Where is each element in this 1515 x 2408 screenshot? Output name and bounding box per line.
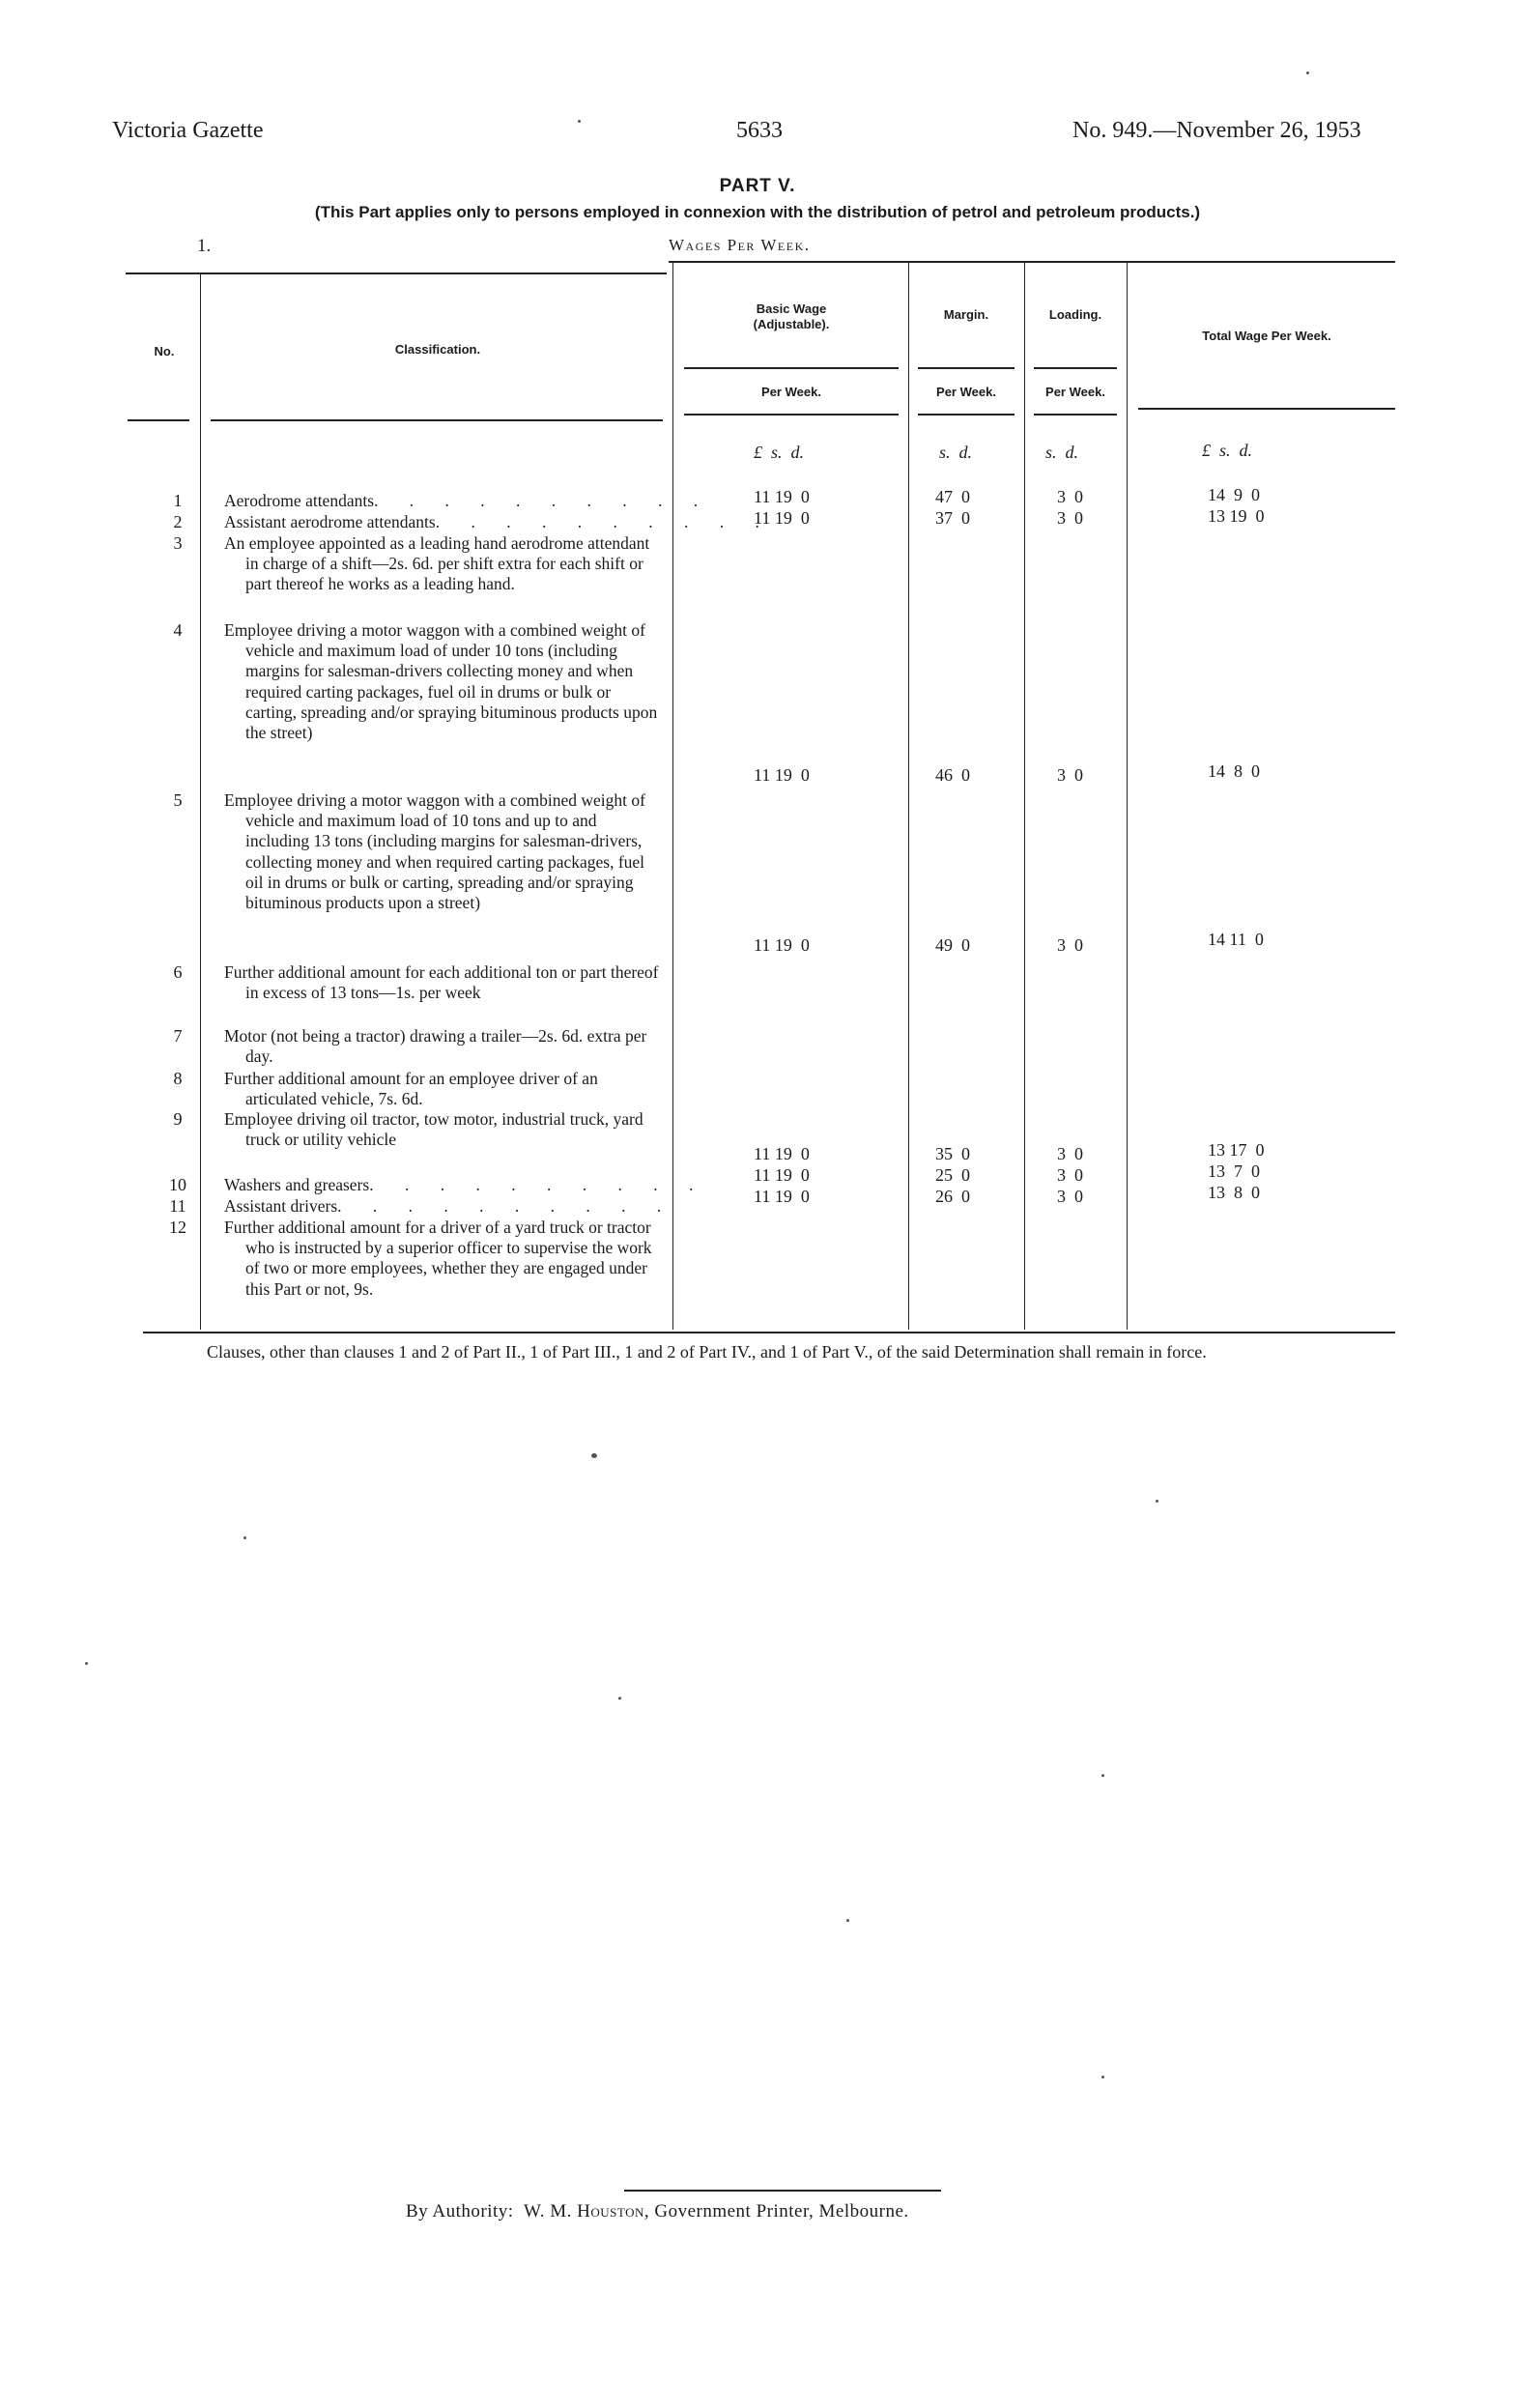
header-rule-loading xyxy=(1034,367,1117,369)
margin-value: 35 0 xyxy=(935,1144,970,1163)
page-number: 5633 xyxy=(736,118,783,143)
classification-text: An employee appointed as a leading hand aerodrome attendant in charge of a shift—2s. 6d. per shift extra for each shift or part thereof he works as a leading hand. xyxy=(224,533,650,594)
loading-value: 3 0 xyxy=(1057,487,1083,506)
printer-location: Government Printer, Melbourne. xyxy=(654,2201,909,2222)
loading-value: 3 0 xyxy=(1057,935,1083,955)
authority-rule xyxy=(624,2190,941,2192)
basic-wage-value: 11 19 0 xyxy=(754,508,810,528)
classification-text: Assistant drivers xyxy=(224,1196,338,1216)
loading-value: 3 0 xyxy=(1057,1165,1083,1185)
margin-value: 26 0 xyxy=(935,1187,970,1206)
classification-text: Motor (not being a tractor) drawing a trailer—2s. 6d. extra per day. xyxy=(224,1026,647,1067)
loading-value: 3 0 xyxy=(1057,1187,1083,1206)
classification-cell xyxy=(224,1218,659,1300)
header-bottom-rule-basic xyxy=(684,414,899,416)
row-number: 1 xyxy=(173,491,183,510)
row-number: 11 xyxy=(169,1196,186,1216)
row-number: 12 xyxy=(169,1218,186,1237)
loading-value: 3 0 xyxy=(1057,765,1083,785)
column-header-total: Total Wage Per Week. xyxy=(1202,329,1331,343)
column-header-margin: Margin. xyxy=(943,307,989,322)
header-rule-margin xyxy=(918,367,1015,369)
subheader-per-week-basic: Per Week. xyxy=(761,385,821,399)
total-wage-value: 13 17 0 xyxy=(1208,1140,1265,1160)
row-number: 10 xyxy=(169,1175,186,1194)
column-divider-classification xyxy=(672,263,673,1330)
subheader-per-week-loading: Per Week. xyxy=(1045,385,1105,399)
classification-cell xyxy=(224,1069,659,1109)
basic-wage-value: 11 19 0 xyxy=(754,1144,810,1163)
classification-cell xyxy=(224,962,659,1003)
margin-value: 49 0 xyxy=(935,935,970,955)
unit-total: £ s. d. xyxy=(1202,441,1253,460)
classification-cell xyxy=(224,533,659,595)
scan-speck xyxy=(846,1919,849,1922)
classification-cell xyxy=(224,620,659,743)
classification-cell: Assistant aerodrome attendants . . . . . . . . . . xyxy=(224,512,773,531)
section-title: Wages Per Week. xyxy=(669,236,811,254)
row-number: 9 xyxy=(173,1109,183,1129)
unit-margin: s. d. xyxy=(939,443,973,462)
header-bottom-rule-total xyxy=(1138,408,1395,410)
scan-speck xyxy=(578,120,581,123)
authority-prefix: By Authority: xyxy=(406,2201,514,2222)
header-bottom-rule-loading xyxy=(1034,414,1117,416)
row-number: 5 xyxy=(173,790,183,810)
column-header-basic-wage xyxy=(684,301,899,332)
table-top-rule-left xyxy=(126,272,667,274)
classification-text: Assistant aerodrome attendants xyxy=(224,512,436,531)
basic-wage-value: 11 19 0 xyxy=(754,765,810,785)
unit-basic: £ s. d. xyxy=(754,443,805,462)
total-wage-value: 14 9 0 xyxy=(1208,485,1260,504)
scan-speck xyxy=(85,1662,88,1665)
section-number: 1. xyxy=(197,236,212,256)
printer-name: W. M. Houston, xyxy=(524,2201,650,2222)
margin-value: 47 0 xyxy=(935,487,970,506)
scan-speck xyxy=(618,1697,621,1700)
column-divider-margin xyxy=(1024,263,1025,1330)
table-top-rule-right xyxy=(669,261,1395,263)
scan-speck xyxy=(591,1453,597,1458)
row-number: 2 xyxy=(173,512,183,531)
table-bottom-rule xyxy=(143,1332,1395,1333)
issue-date: No. 949.—November 26, 1953 xyxy=(1072,118,1361,143)
column-header-no: No. xyxy=(154,344,175,358)
loading-value: 3 0 xyxy=(1057,508,1083,528)
header-rule-basic xyxy=(684,367,899,369)
scan-speck xyxy=(1101,1774,1104,1777)
column-divider-no xyxy=(200,274,201,1330)
row-number: 3 xyxy=(173,533,183,553)
scan-speck xyxy=(243,1536,246,1539)
part-title: PART V. xyxy=(719,176,796,196)
row-number: 7 xyxy=(173,1026,183,1046)
total-wage-value: 14 8 0 xyxy=(1208,761,1260,781)
printer-authority xyxy=(406,2201,909,2222)
total-wage-value: 13 8 0 xyxy=(1208,1183,1260,1202)
classification-text: Washers and greasers xyxy=(224,1175,370,1194)
unit-loading: s. d. xyxy=(1045,443,1079,462)
classification-text: Further additional amount for each additional ton or part thereof in excess of 13 tons—1s. per week xyxy=(224,962,659,1003)
basic-wage-value: 11 19 0 xyxy=(754,1165,810,1185)
column-divider-loading xyxy=(1127,263,1128,1330)
gazette-title: Victoria Gazette xyxy=(112,118,264,143)
scan-speck xyxy=(1306,72,1309,74)
total-wage-value: 13 7 0 xyxy=(1208,1161,1260,1181)
classification-text: Aerodrome attendants xyxy=(224,491,375,510)
margin-value: 37 0 xyxy=(935,508,970,528)
column-header-basic-line2: (Adjustable). xyxy=(753,317,830,331)
header-bottom-rule-margin xyxy=(918,414,1015,416)
classification-cell: Assistant drivers . . . . . . . . . . xyxy=(224,1196,675,1216)
header-bottom-rule-no xyxy=(128,419,189,421)
row-number: 8 xyxy=(173,1069,183,1088)
classification-text: Employee driving a motor waggon with a combined weight of vehicle and maximum load of 10 tons and up to and including 13 tons (including margins for salesman-drivers, collecting money and when required carting packages, fuel oil in drums or bulk or carting, spreading and/or spraying bituminous products upon a street) xyxy=(224,790,645,913)
header-bottom-rule-classification xyxy=(211,419,663,421)
part-scope-note: (This Part applies only to persons employed in connexion with the distribution of petrol and petroleum products.) xyxy=(314,203,1201,221)
classification-cell: Washers and greasers . . . . . . . . . . xyxy=(224,1175,707,1194)
margin-value: 25 0 xyxy=(935,1165,970,1185)
subheader-per-week-margin: Per Week. xyxy=(936,385,996,399)
column-header-loading: Loading. xyxy=(1048,307,1102,322)
margin-value: 46 0 xyxy=(935,765,970,785)
loading-value: 3 0 xyxy=(1057,1144,1083,1163)
row-number: 4 xyxy=(173,620,183,640)
column-divider-basic xyxy=(908,263,909,1330)
classification-text: Further additional amount for an employee driver of an articulated vehicle, 7s. 6d. xyxy=(224,1069,598,1109)
scan-speck xyxy=(1101,2076,1104,2078)
footnote: Clauses, other than clauses 1 and 2 of Part II., 1 of Part III., 1 and 2 of Part IV., and 1 of Part V., of the said Determination shall remain in force. xyxy=(207,1342,1207,1362)
row-number: 6 xyxy=(173,962,183,982)
basic-wage-value: 11 19 0 xyxy=(754,1187,810,1206)
classification-cell xyxy=(224,1109,659,1150)
classification-text: Employee driving oil tractor, tow motor, industrial truck, yard truck or utility vehicle xyxy=(224,1109,643,1150)
total-wage-value: 14 11 0 xyxy=(1208,930,1264,949)
basic-wage-value: 11 19 0 xyxy=(754,487,810,506)
classification-text: Employee driving a motor waggon with a combined weight of vehicle and maximum load of under 10 tons (including margins for salesman-drivers collecting money and when required carting packages, fuel oil in drums or bulk or carting, spreading and/or spraying bituminous products upon the street) xyxy=(224,620,658,743)
classification-cell: Aerodrome attendants . . . . . . . . . . xyxy=(224,491,712,510)
total-wage-value: 13 19 0 xyxy=(1208,506,1265,526)
column-header-basic-line1: Basic Wage xyxy=(756,301,827,316)
scan-speck xyxy=(1156,1500,1158,1503)
classification-cell xyxy=(224,1026,659,1067)
classification-text: Further additional amount for a driver of a yard truck or tractor who is instructed by a superior officer to supervise the work of two or more employees, whether they are engaged under this Part or not, 9s. xyxy=(224,1218,652,1299)
basic-wage-value: 11 19 0 xyxy=(754,935,810,955)
column-header-classification: Classification. xyxy=(394,342,481,357)
classification-cell xyxy=(224,790,659,913)
